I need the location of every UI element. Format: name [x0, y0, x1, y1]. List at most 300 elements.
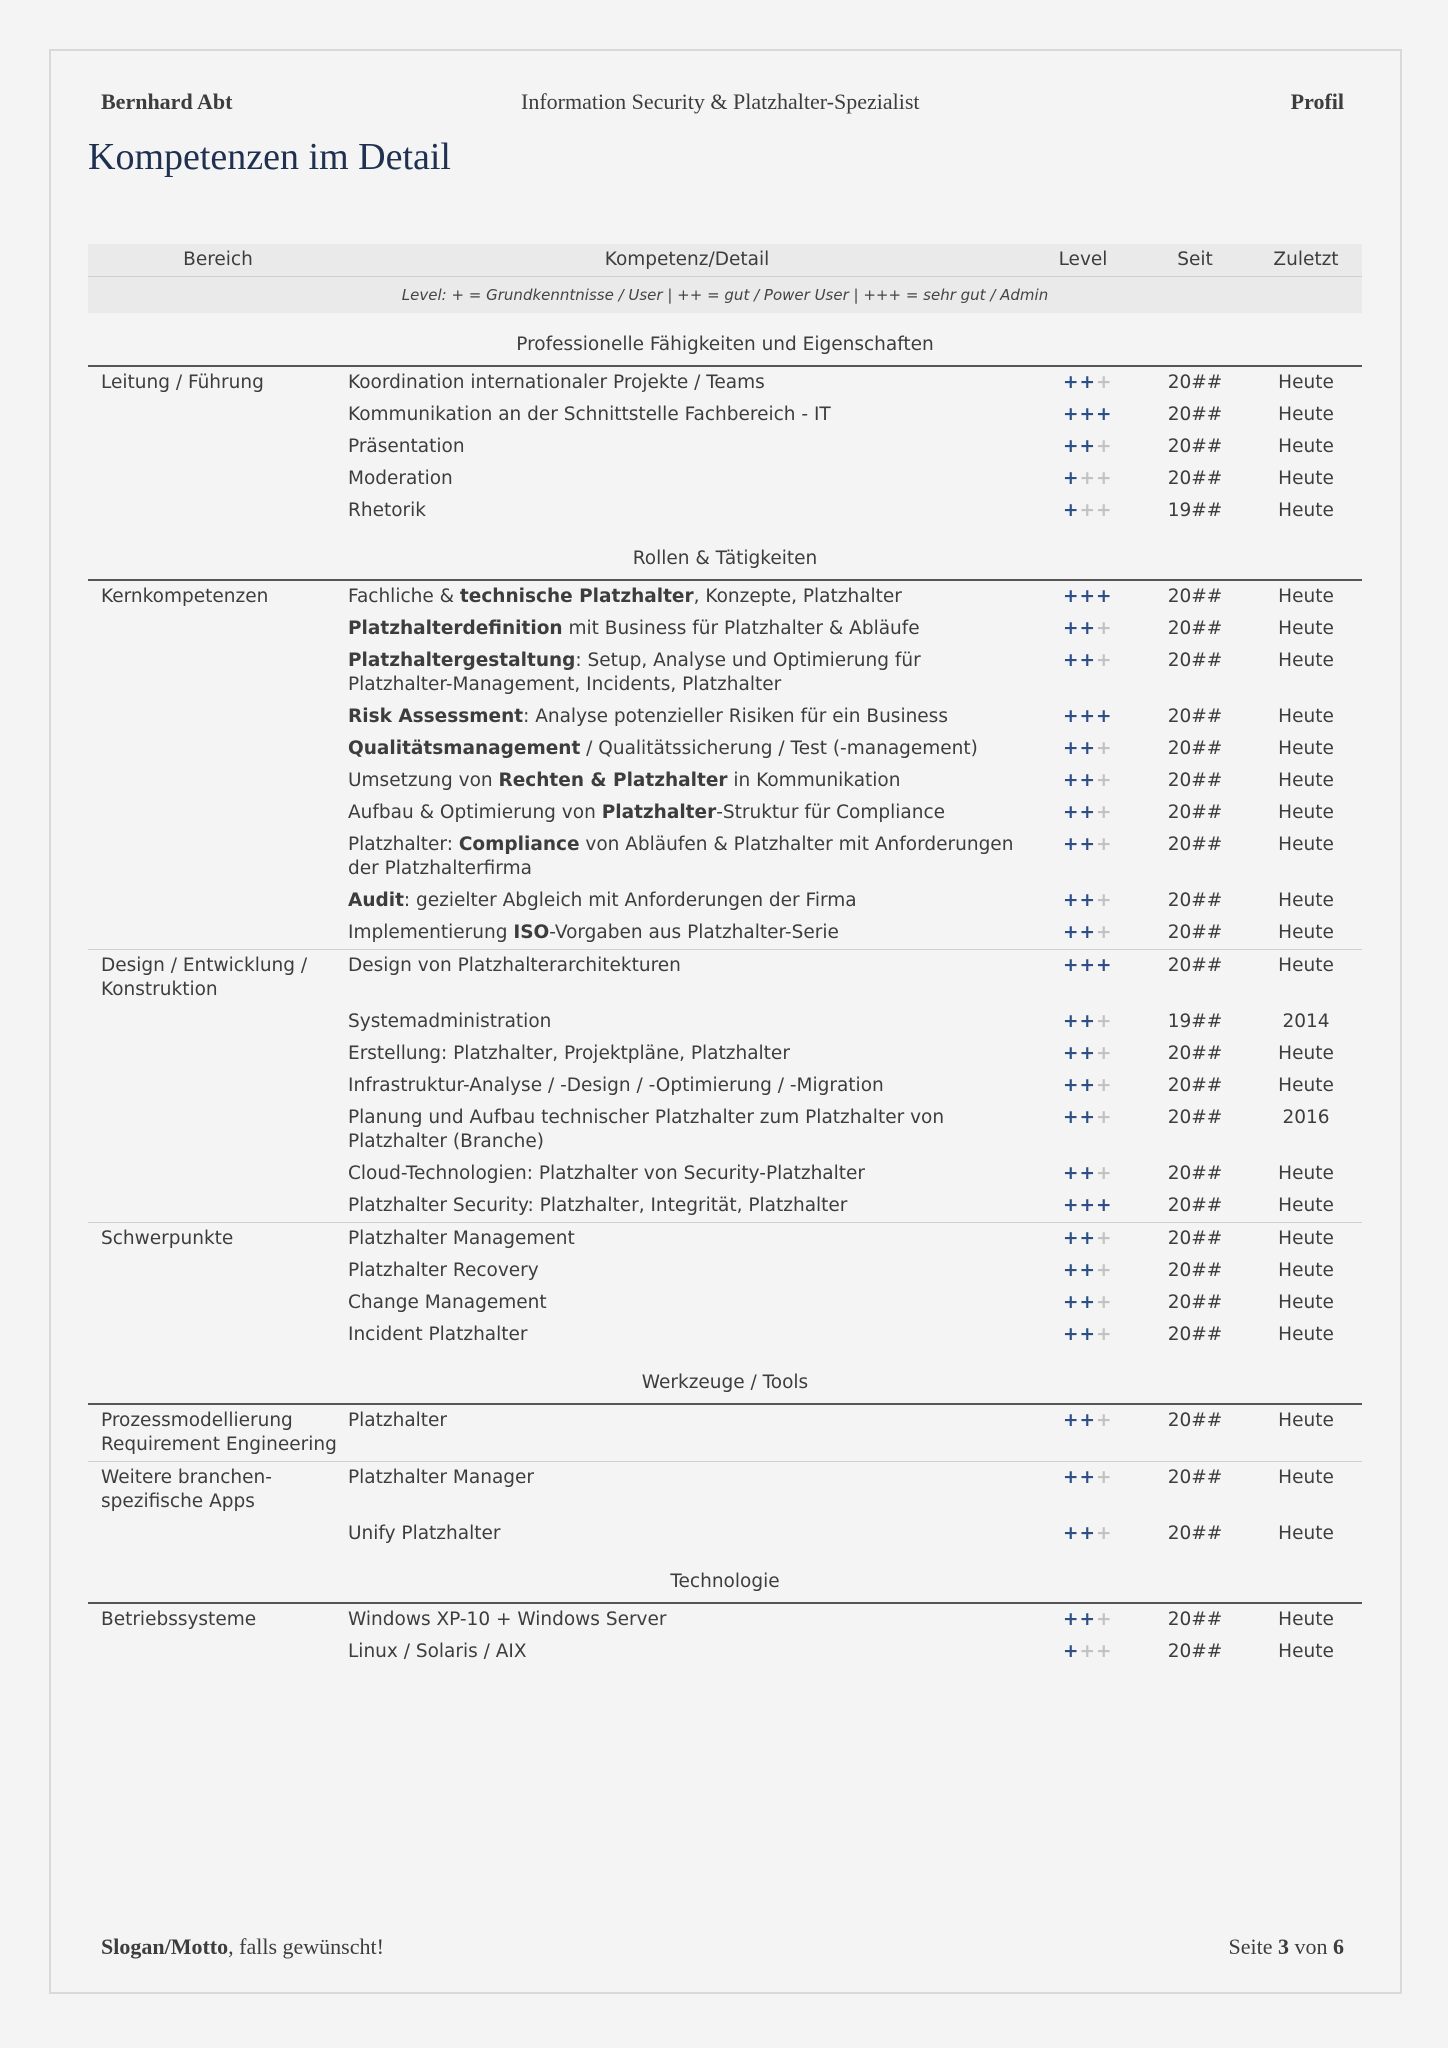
bereich-cell [88, 1287, 348, 1319]
bereich-cell [88, 1518, 348, 1550]
plus-empty-icon: + [1096, 1107, 1113, 1128]
bereich-cell [88, 765, 348, 797]
plus-filled-icon: + [1079, 436, 1097, 457]
detail-cell [348, 950, 1026, 1007]
plus-filled-icon: + [1079, 834, 1097, 855]
zuletzt-cell: Heute [1278, 922, 1334, 943]
bereich-cell [88, 1190, 348, 1223]
detail-emphasis: ISO [513, 922, 550, 943]
plus-filled-icon: + [1063, 922, 1080, 943]
detail-text: : Setup, Analyse und Optimierung für Platzhalter-Management, Incidents, Platzhalter [348, 650, 921, 695]
detail-cell [348, 797, 1026, 829]
plus-empty-icon: + [1096, 1641, 1113, 1662]
section-title: Technologie [88, 1550, 1362, 1603]
plus-filled-icon: + [1063, 1467, 1080, 1488]
section-header-row [88, 527, 1362, 580]
detail-text: Incident Platzhalter [348, 1324, 528, 1345]
detail-text: Moderation [348, 468, 453, 489]
detail-text: Rhetorik [348, 500, 426, 521]
table-row [88, 1404, 1362, 1462]
zuletzt-cell: Heute [1278, 372, 1334, 393]
seit-cell: 20## [1167, 404, 1223, 425]
bereich-cell [88, 431, 348, 463]
level-rating [1026, 1319, 1140, 1351]
zuletzt-cell: Heute [1278, 1260, 1334, 1281]
detail-text: Implementierung [348, 922, 514, 943]
detail-emphasis: Platzhalter [601, 802, 717, 823]
level-rating [1026, 1006, 1140, 1038]
detail-cell [348, 1603, 1026, 1636]
plus-empty-icon: + [1096, 738, 1113, 759]
detail-emphasis: technische Platzhalter [459, 586, 694, 607]
table-row [88, 1603, 1362, 1636]
plus-filled-icon: + [1063, 1075, 1080, 1096]
level-rating [1026, 495, 1140, 527]
detail-text: Kommunikation an der Schnittstelle Fachbereich - IT [348, 404, 831, 425]
level-rating [1026, 1404, 1140, 1462]
seit-cell: 20## [1167, 1163, 1223, 1184]
plus-filled-icon: + [1063, 1609, 1080, 1630]
zuletzt-cell: Heute [1278, 436, 1334, 457]
level-rating [1026, 463, 1140, 495]
table-row [88, 463, 1362, 495]
bereich-cell: Leitung / Führung [101, 372, 264, 393]
table-row [88, 580, 1362, 613]
plus-empty-icon: + [1096, 922, 1113, 943]
level-rating [1026, 829, 1140, 885]
detail-text: Aufbau & Optimierung von [348, 802, 602, 823]
level-rating [1026, 950, 1140, 1007]
detail-text: -Struktur für Compliance [716, 802, 946, 823]
plus-filled-icon: + [1063, 1292, 1080, 1313]
plus-filled-icon: + [1063, 802, 1080, 823]
plus-filled-icon: + [1063, 468, 1080, 489]
detail-cell [348, 1462, 1026, 1519]
plus-filled-icon: + [1063, 1195, 1080, 1216]
plus-empty-icon: + [1096, 436, 1113, 457]
table-row [88, 797, 1362, 829]
detail-text: Change Management [348, 1292, 547, 1313]
level-rating [1026, 733, 1140, 765]
detail-text: von Abläufen & Platzhalter mit Anforderungen der Platzhalterfirma [348, 834, 1014, 879]
plus-empty-icon: + [1096, 834, 1113, 855]
bereich-cell [88, 797, 348, 829]
plus-filled-icon: + [1079, 1011, 1097, 1032]
detail-emphasis: Qualitätsmanagement [348, 738, 581, 759]
page-title: Kompetenzen im Detail [88, 136, 451, 178]
zuletzt-cell: Heute [1278, 1195, 1334, 1216]
plus-filled-icon: + [1063, 1043, 1080, 1064]
bereich-cell: Prozessmodellierung Requirement Engineering [101, 1410, 337, 1455]
detail-text: -Vorgaben aus Platzhalter-Serie [549, 922, 839, 943]
bereich-cell [88, 1070, 348, 1102]
plus-filled-icon: + [1079, 922, 1097, 943]
level-rating [1026, 1190, 1140, 1223]
detail-text: , Konzepte, Platzhalter [693, 586, 902, 607]
plus-filled-icon: + [1063, 1163, 1080, 1184]
plus-empty-icon: + [1096, 1228, 1113, 1249]
plus-empty-icon: + [1096, 468, 1113, 489]
detail-cell [348, 701, 1026, 733]
bereich-cell [88, 1102, 348, 1158]
table-row [88, 1319, 1362, 1351]
seit-cell: 20## [1167, 738, 1223, 759]
seit-cell: 20## [1167, 834, 1223, 855]
plus-empty-icon: + [1096, 1075, 1113, 1096]
zuletzt-cell: Heute [1278, 1292, 1334, 1313]
detail-cell [348, 1006, 1026, 1038]
plus-empty-icon: + [1096, 500, 1113, 521]
zuletzt-cell: Heute [1278, 1324, 1334, 1345]
detail-text: Umsetzung von [348, 770, 499, 791]
detail-cell [348, 829, 1026, 885]
bereich-cell [88, 885, 348, 917]
zuletzt-cell: Heute [1278, 500, 1334, 521]
detail-text: : Analyse potenzieller Risiken für ein Business [523, 706, 948, 727]
plus-empty-icon: + [1096, 770, 1113, 791]
detail-cell [348, 885, 1026, 917]
section-title: Rollen & Tätigkeiten [88, 527, 1362, 580]
plus-empty-icon: + [1096, 890, 1113, 911]
level-rating [1026, 1603, 1140, 1636]
plus-filled-icon: + [1063, 834, 1080, 855]
bereich-cell: Betriebssysteme [101, 1609, 257, 1630]
plus-filled-icon: + [1063, 372, 1080, 393]
seit-cell: 20## [1167, 372, 1223, 393]
table-row [88, 1462, 1362, 1519]
zuletzt-cell: Heute [1278, 1641, 1334, 1662]
detail-emphasis: Compliance [458, 834, 580, 855]
plus-empty-icon: + [1096, 650, 1113, 671]
zuletzt-cell: Heute [1278, 1410, 1334, 1431]
bereich-cell [88, 613, 348, 645]
plus-filled-icon: + [1096, 404, 1113, 425]
detail-cell [348, 1287, 1026, 1319]
plus-empty-icon: + [1096, 1410, 1113, 1431]
slogan-bold: Slogan/Motto [101, 1934, 229, 1959]
table-row [88, 1223, 1362, 1256]
plus-filled-icon: + [1079, 1195, 1097, 1216]
level-rating [1026, 1038, 1140, 1070]
level-rating [1026, 613, 1140, 645]
detail-cell [348, 733, 1026, 765]
zuletzt-cell: Heute [1278, 1523, 1334, 1544]
zuletzt-cell: Heute [1278, 1043, 1334, 1064]
detail-cell [348, 1404, 1026, 1462]
plus-filled-icon: + [1079, 1523, 1097, 1544]
bereich-cell [88, 1319, 348, 1351]
table-row [88, 431, 1362, 463]
level-rating [1026, 797, 1140, 829]
plus-filled-icon: + [1079, 1043, 1097, 1064]
detail-text: Windows XP-10 + Windows Server [348, 1609, 667, 1630]
plus-filled-icon: + [1096, 706, 1113, 727]
detail-text: Platzhalter Management [348, 1228, 575, 1249]
plus-filled-icon: + [1079, 1324, 1097, 1345]
plus-filled-icon: + [1079, 650, 1097, 671]
detail-text: Platzhalter Recovery [348, 1260, 539, 1281]
plus-filled-icon: + [1096, 586, 1113, 607]
bereich-cell: Weitere branchen-spezifische Apps [88, 1462, 348, 1519]
detail-emphasis: Platzhalterdefinition [348, 618, 563, 639]
plus-filled-icon: + [1079, 1292, 1097, 1313]
zuletzt-cell: Heute [1278, 770, 1334, 791]
author-name: Bernhard Abt [101, 89, 233, 114]
seit-cell: 20## [1167, 436, 1223, 457]
detail-cell [348, 1636, 1026, 1668]
seit-cell: 20## [1167, 618, 1223, 639]
plus-filled-icon: + [1063, 890, 1080, 911]
document-page [49, 49, 1402, 1994]
detail-text: / Qualitätssicherung / Test (-management) [580, 738, 978, 759]
plus-filled-icon: + [1063, 404, 1080, 425]
zuletzt-cell: Heute [1250, 950, 1362, 1007]
plus-empty-icon: + [1096, 1163, 1113, 1184]
table-row [88, 917, 1362, 950]
level-rating [1026, 765, 1140, 797]
detail-cell [348, 366, 1026, 399]
header-subtitle: Information Security & Platzhalter-Spezialist [521, 89, 920, 114]
section-title: Professionelle Fähigkeiten und Eigenschaften [88, 313, 1362, 366]
plus-filled-icon: + [1079, 618, 1097, 639]
seit-cell: 20## [1167, 1410, 1223, 1431]
detail-cell [348, 399, 1026, 431]
detail-cell [348, 580, 1026, 613]
seit-cell: 20## [1140, 1462, 1250, 1519]
plus-empty-icon: + [1096, 1043, 1113, 1064]
zuletzt-cell: Heute [1278, 1163, 1334, 1184]
detail-text: Cloud-Technologien: Platzhalter von Security-Platzhalter [348, 1163, 866, 1184]
plus-filled-icon: + [1079, 706, 1097, 727]
table-row [88, 366, 1362, 399]
footer-slogan [101, 1934, 384, 1960]
plus-filled-icon: + [1063, 738, 1080, 759]
zuletzt-cell: Heute [1278, 802, 1334, 823]
detail-cell [348, 645, 1026, 701]
plus-filled-icon: + [1063, 650, 1080, 671]
zuletzt-cell: Heute [1278, 618, 1334, 639]
detail-text: Koordination internationaler Projekte / Teams [348, 372, 765, 393]
plus-filled-icon: + [1079, 372, 1097, 393]
detail-emphasis: Audit [348, 890, 404, 911]
plus-filled-icon: + [1079, 586, 1097, 607]
detail-text: Planung und Aufbau technischer Platzhalter zum Platzhalter von Platzhalter (Branche) [348, 1107, 945, 1152]
seit-cell: 20## [1167, 468, 1223, 489]
plus-empty-icon: + [1096, 1523, 1113, 1544]
zuletzt-cell: Heute [1278, 738, 1334, 759]
plus-empty-icon: + [1096, 1011, 1113, 1032]
level-rating [1026, 1255, 1140, 1287]
seit-cell: 20## [1167, 1260, 1223, 1281]
bereich-cell [88, 495, 348, 527]
table-row [88, 1287, 1362, 1319]
page-mid: von [1289, 1934, 1333, 1959]
seit-cell: 20## [1167, 1107, 1223, 1128]
detail-cell [348, 1158, 1026, 1190]
detail-cell [348, 613, 1026, 645]
seit-cell: 20## [1167, 1195, 1223, 1216]
zuletzt-cell: Heute [1278, 586, 1334, 607]
plus-empty-icon: + [1096, 372, 1113, 393]
level-rating [1026, 1158, 1140, 1190]
column-header-zuletzt: Zuletzt [1250, 244, 1362, 277]
detail-cell [348, 917, 1026, 950]
plus-filled-icon: + [1063, 1410, 1080, 1431]
plus-filled-icon: + [1079, 1228, 1097, 1249]
seit-cell: 20## [1167, 1641, 1223, 1662]
level-rating [1026, 1287, 1140, 1319]
plus-empty-icon: + [1096, 802, 1113, 823]
zuletzt-cell: Heute [1278, 404, 1334, 425]
table-row [88, 950, 1362, 1007]
level-rating [1026, 366, 1140, 399]
table-row [88, 1518, 1362, 1550]
detail-text: Platzhalter Manager [348, 1467, 535, 1488]
zuletzt-cell: Heute [1278, 834, 1334, 855]
detail-cell [348, 1518, 1026, 1550]
seit-cell: 19## [1167, 500, 1223, 521]
slogan-rest: , falls gewünscht! [228, 1934, 384, 1959]
plus-filled-icon: + [1063, 955, 1080, 976]
plus-filled-icon: + [1063, 770, 1080, 791]
detail-cell [348, 495, 1026, 527]
table-header-row [88, 244, 1362, 277]
seit-cell: 20## [1167, 586, 1223, 607]
detail-cell [348, 1223, 1026, 1256]
bereich-cell [88, 701, 348, 733]
table-row [88, 1190, 1362, 1223]
section-header-row [88, 313, 1362, 366]
plus-filled-icon: + [1079, 1467, 1097, 1488]
bereich-cell: Design / Entwicklung / Konstruktion [88, 950, 348, 1007]
plus-filled-icon: + [1063, 586, 1080, 607]
zuletzt-cell: 2014 [1282, 1011, 1330, 1032]
detail-cell [348, 1190, 1026, 1223]
detail-emphasis: Risk Assessment [348, 706, 524, 727]
level-rating [1026, 917, 1140, 950]
plus-filled-icon: + [1079, 1260, 1097, 1281]
detail-text: Platzhalter [348, 1410, 448, 1431]
detail-cell [348, 431, 1026, 463]
level-legend: Level: + = Grundkenntnisse / User | ++ = gut / Power User | +++ = sehr gut / Admin [88, 277, 1362, 314]
page-current: 3 [1278, 1934, 1289, 1959]
zuletzt-cell: Heute [1278, 468, 1334, 489]
plus-empty-icon: + [1079, 1641, 1097, 1662]
seit-cell: 20## [1167, 1324, 1223, 1345]
table-body [88, 313, 1362, 1668]
seit-cell: 20## [1167, 890, 1223, 911]
detail-text: mit Business für Platzhalter & Abläufe [562, 618, 920, 639]
plus-filled-icon: + [1096, 955, 1113, 976]
seit-cell: 20## [1167, 770, 1223, 791]
plus-filled-icon: + [1079, 1609, 1097, 1630]
detail-text: : gezielter Abgleich mit Anforderungen der Firma [403, 890, 857, 911]
detail-text: Unify Platzhalter [348, 1523, 501, 1544]
bereich-cell [88, 1006, 348, 1038]
level-rating [1026, 580, 1140, 613]
zuletzt-cell: Heute [1278, 890, 1334, 911]
plus-filled-icon: + [1079, 738, 1097, 759]
detail-text: Platzhalter: [348, 834, 459, 855]
level-rating [1026, 1223, 1140, 1256]
zuletzt-cell: Heute [1250, 1462, 1362, 1519]
detail-emphasis: Platzhaltergestaltung [348, 650, 576, 671]
page-total: 6 [1333, 1934, 1344, 1959]
bereich-cell [88, 645, 348, 701]
bereich-cell: Kernkompetenzen [101, 586, 269, 607]
bereich-cell [88, 917, 348, 950]
seit-cell: 20## [1167, 922, 1223, 943]
detail-text: in Kommunikation [727, 770, 901, 791]
table-row [88, 645, 1362, 701]
page-prefix: Seite [1228, 1934, 1278, 1959]
plus-filled-icon: + [1063, 1107, 1080, 1128]
detail-text: Fachliche & [348, 586, 460, 607]
detail-cell [348, 1070, 1026, 1102]
plus-filled-icon: + [1096, 1195, 1113, 1216]
bereich-cell [88, 1255, 348, 1287]
table-row [88, 1255, 1362, 1287]
detail-cell [348, 1255, 1026, 1287]
plus-filled-icon: + [1079, 802, 1097, 823]
level-rating [1026, 1518, 1140, 1550]
detail-cell [348, 1102, 1026, 1158]
plus-filled-icon: + [1079, 955, 1097, 976]
plus-filled-icon: + [1063, 1260, 1080, 1281]
column-header-bereich: Bereich [88, 244, 348, 277]
plus-empty-icon: + [1096, 1324, 1113, 1345]
level-rating [1026, 701, 1140, 733]
table-row [88, 399, 1362, 431]
plus-empty-icon: + [1096, 1609, 1113, 1630]
table-row [88, 701, 1362, 733]
plus-filled-icon: + [1079, 1410, 1097, 1431]
table-row [88, 613, 1362, 645]
zuletzt-cell: Heute [1250, 1223, 1362, 1256]
level-rating [1026, 1070, 1140, 1102]
detail-text: Erstellung: Platzhalter, Projektpläne, Platzhalter [348, 1043, 790, 1064]
detail-text: Platzhalter Security: Platzhalter, Integrität, Platzhalter [348, 1195, 848, 1216]
detail-cell [348, 1038, 1026, 1070]
plus-empty-icon: + [1096, 1260, 1113, 1281]
detail-text: Präsentation [348, 436, 465, 457]
table-row [88, 885, 1362, 917]
plus-filled-icon: + [1063, 618, 1080, 639]
plus-empty-icon: + [1096, 618, 1113, 639]
plus-filled-icon: + [1079, 770, 1097, 791]
competence-table [88, 244, 1362, 1668]
table-row [88, 1006, 1362, 1038]
plus-filled-icon: + [1079, 404, 1097, 425]
detail-cell [348, 1319, 1026, 1351]
table-row [88, 1636, 1362, 1668]
detail-text: Design von Platzhalterarchitekturen [348, 955, 681, 976]
seit-cell: 20## [1167, 1292, 1223, 1313]
detail-text: Infrastruktur-Analyse / -Design / -Optimierung / -Migration [348, 1075, 884, 1096]
seit-cell: 20## [1140, 1223, 1250, 1256]
plus-filled-icon: + [1079, 890, 1097, 911]
header-section: Profil [1290, 89, 1344, 114]
level-rating [1026, 1462, 1140, 1519]
level-rating [1026, 399, 1140, 431]
plus-filled-icon: + [1079, 1107, 1097, 1128]
detail-text: Linux / Solaris / AIX [348, 1641, 527, 1662]
column-header-detail: Kompetenz/Detail [348, 244, 1026, 277]
section-title: Werkzeuge / Tools [88, 1351, 1362, 1404]
bereich-cell [88, 733, 348, 765]
table-row [88, 1102, 1362, 1158]
zuletzt-cell: Heute [1278, 1609, 1334, 1630]
